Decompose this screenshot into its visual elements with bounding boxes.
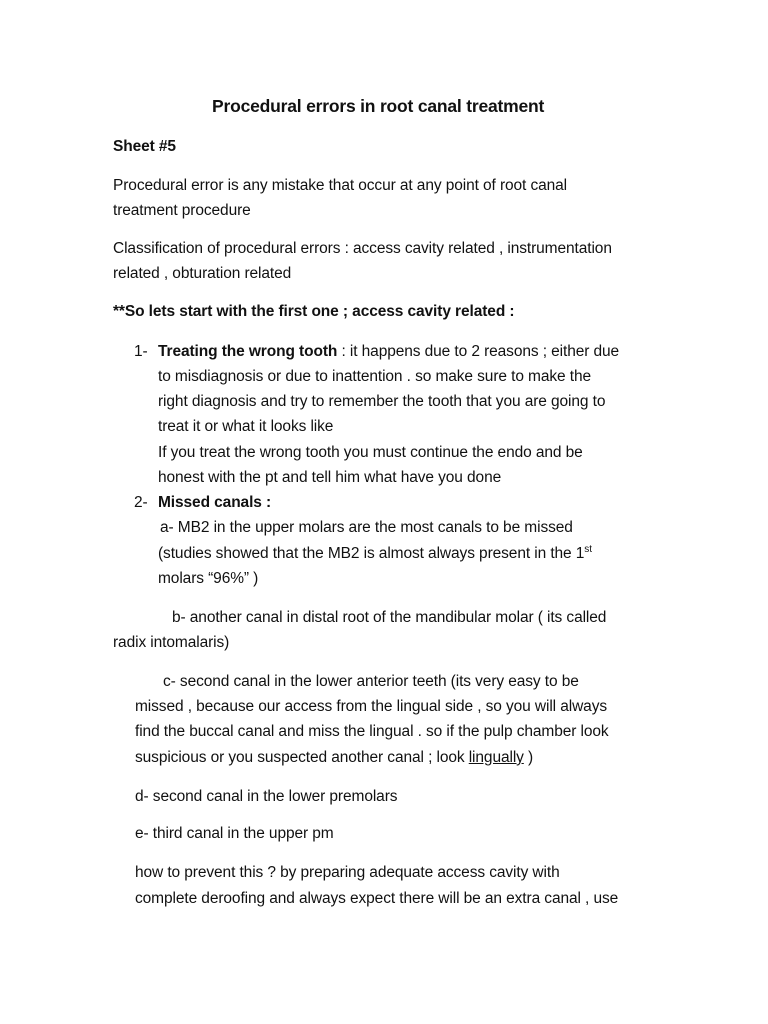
item2-a-line-2-text: (studies showed that the MB2 is almost always present in the 1 (158, 545, 585, 562)
item2-c-line-4 (135, 748, 533, 768)
item1-line-1 (158, 342, 619, 362)
page-title: Procedural errors in root canal treatment (212, 96, 545, 116)
item2-heading: Missed canals : (158, 494, 272, 511)
item1-line-3: right diagnosis and try to remember the tooth that you are going to (158, 393, 606, 410)
item1-number: 1- (134, 343, 148, 360)
item1-line-5: If you treat the wrong tooth you must continue the endo and be (158, 444, 583, 461)
item2-c-line-2: missed , because our access from the lingual side , so you will always (135, 698, 607, 715)
prevention-line-1: how to prevent this ? by preparing adequate access cavity with (135, 864, 560, 881)
item2-a-line-2 (158, 544, 592, 564)
item2-b-line-1: b- another canal in distal root of the mandibular molar ( its called (172, 609, 607, 626)
item1-line-1-rest: : it happens due to 2 reasons ; either due (337, 343, 620, 360)
classification-line-1: Classification of procedural errors : access cavity related , instrumentation (113, 240, 612, 257)
intro-heading: **So lets start with the first one ; access cavity related : (113, 303, 515, 320)
item2-a-line-1: a- MB2 in the upper molars are the most canals to be missed (160, 519, 573, 536)
prevention-line-2: complete deroofing and always expect there will be an extra canal , use (135, 890, 619, 907)
item2-b-line-2: radix intomalaris) (113, 634, 230, 651)
item2-d: d- second canal in the lower premolars (135, 788, 398, 805)
item2-c-line-1: c- second canal in the lower anterior teeth (its very easy to be (163, 673, 579, 690)
definition-line-1: Procedural error is any mistake that occur at any point of root canal (113, 177, 568, 194)
definition-line-2: treatment procedure (113, 202, 251, 219)
item1-line-2: to misdiagnosis or due to inattention . so make sure to make the (158, 368, 592, 385)
item1-heading: Treating the wrong tooth (158, 343, 338, 360)
item2-c-line-4-text: suspicious or you suspected another canal ; look (135, 749, 469, 766)
item2-number: 2- (134, 494, 148, 511)
classification-line-2: related , obturation related (113, 265, 292, 282)
item2-e: e- third canal in the upper pm (135, 825, 334, 842)
ordinal-superscript: st (584, 544, 592, 555)
item2-c-line-3: find the buccal canal and miss the lingual . so if the pulp chamber look (135, 723, 609, 740)
item2-a-line-3: molars “96%” ) (158, 570, 259, 587)
item1-line-6: honest with the pt and tell him what have you done (158, 469, 502, 486)
item1-line-4: treat it or what it looks like (158, 418, 334, 435)
item2-c-line-4-end: ) (523, 749, 534, 766)
underlined-word: lingually (468, 749, 524, 766)
sheet-number: Sheet #5 (113, 138, 176, 155)
